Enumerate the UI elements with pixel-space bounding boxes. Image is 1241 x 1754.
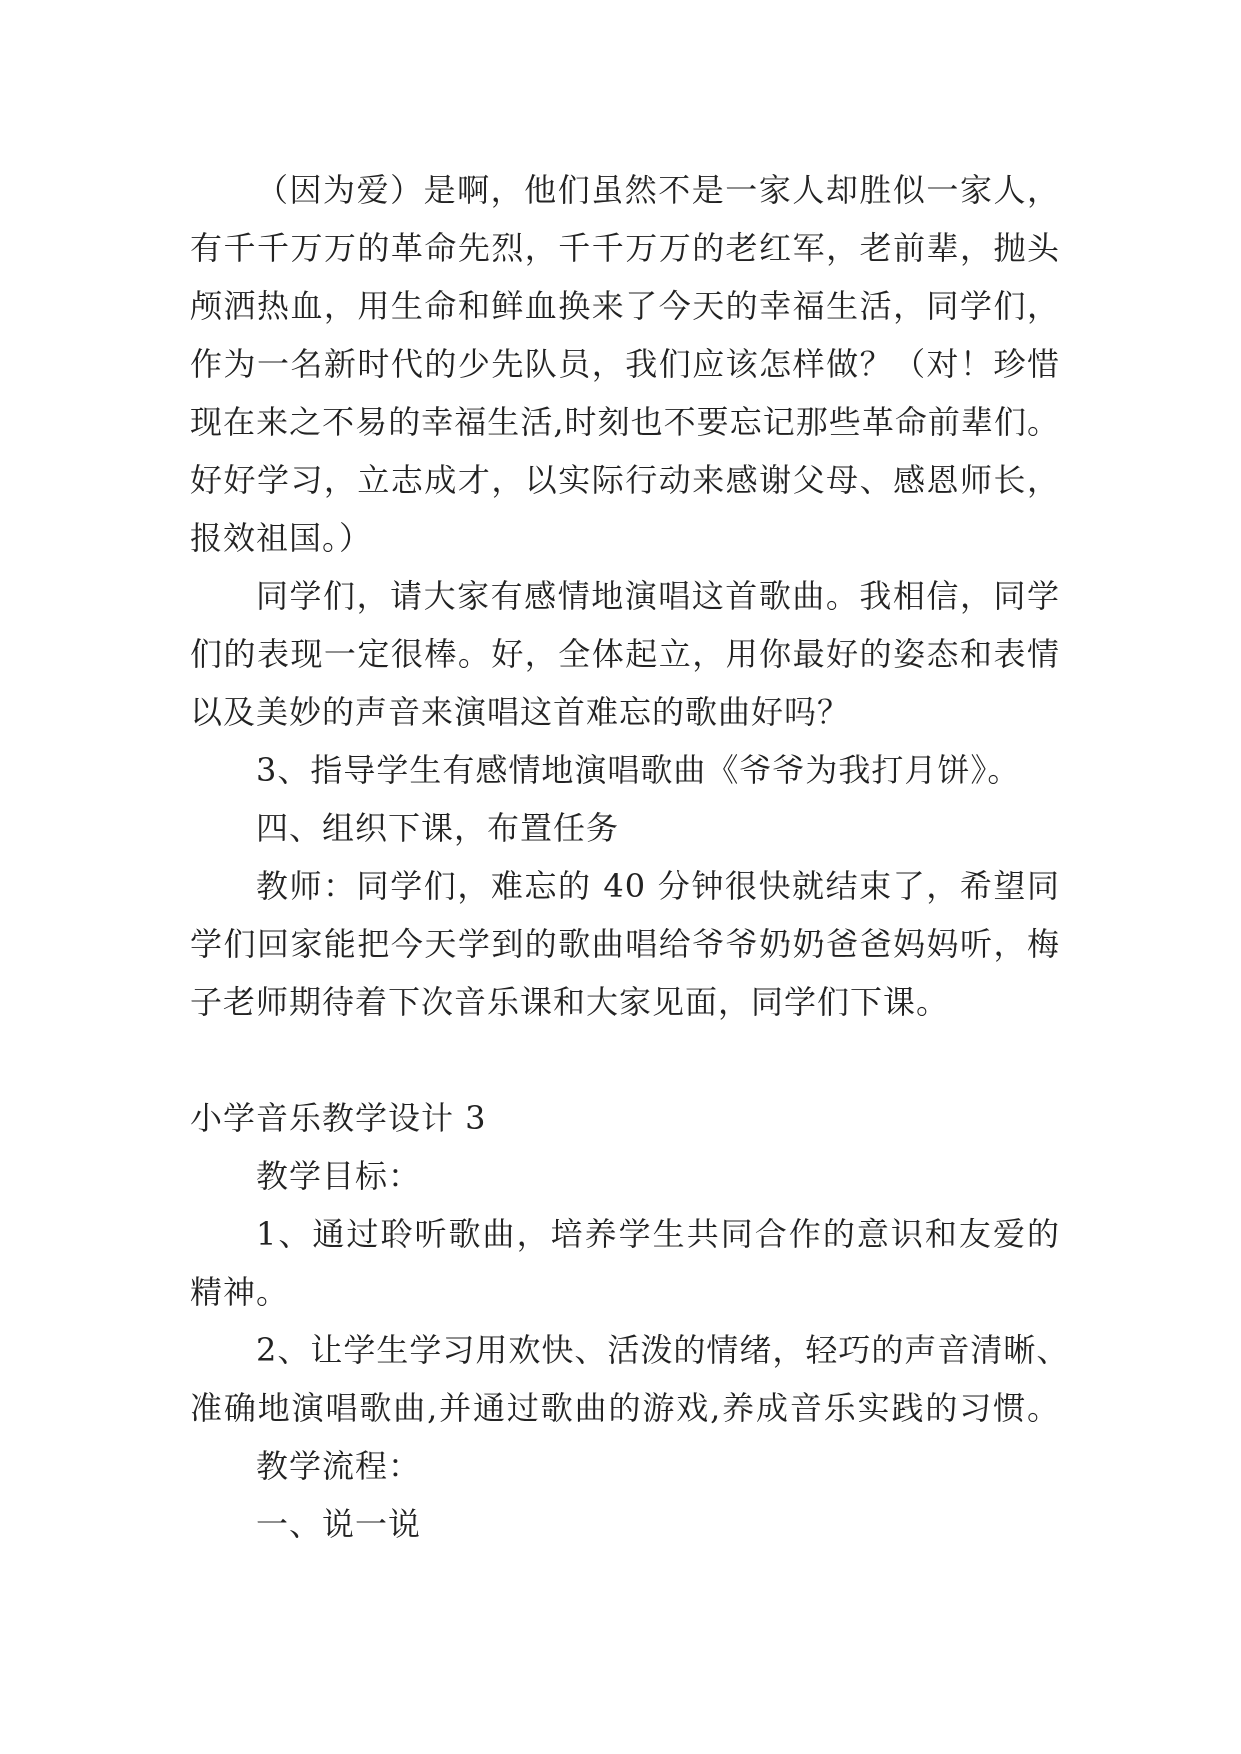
text-line: 教学流程： — [256, 1447, 422, 1485]
paragraph — [190, 161, 1060, 567]
paragraph — [190, 1495, 1060, 1553]
text-line: （因为爱）是啊，他们虽然不是一家人却胜似一家人， — [256, 171, 1060, 209]
text-line: 作为一名新时代的少先队员，我们应该怎样做？（对！珍惜 — [190, 345, 1060, 383]
paragraph — [190, 857, 1060, 1031]
text-line: 报效祖国。） — [190, 519, 373, 557]
text-line: 颅洒热血，用生命和鲜血换来了今天的幸福生活，同学们， — [190, 287, 1060, 325]
text-line: 以及美妙的声音来演唱这首难忘的歌曲好吗？ — [190, 693, 851, 731]
text-line: 们的表现一定很棒。好，全体起立，用你最好的姿态和表情 — [190, 635, 1060, 673]
text-line: 1、通过聆听歌曲，培养学生共同合作的意识和友爱的 — [256, 1215, 1060, 1253]
text-line: 学们回家能把今天学到的歌曲唱给爷爷奶奶爸爸妈妈听，梅 — [190, 925, 1060, 963]
paragraph — [190, 1321, 1070, 1437]
text-line: 一、说一说 — [256, 1505, 422, 1543]
document-body — [190, 161, 1070, 1553]
text-line: 精神。 — [190, 1273, 290, 1311]
section-heading: 小学音乐教学设计 3 — [190, 1099, 487, 1137]
text-line: 有千千万万的革命先烈，千千万万的老红军，老前辈，抛头 — [190, 229, 1060, 267]
paragraph — [190, 799, 1060, 857]
text-line: 现在来之不易的幸福生活,时刻也不要忘记那些革命前辈们。 — [190, 403, 1060, 441]
text-line: 四、组织下课，布置任务 — [256, 809, 620, 847]
paragraph — [190, 567, 1060, 741]
paragraph — [190, 1205, 1060, 1321]
text-line: 准确地演唱歌曲,并通过歌曲的游戏,养成音乐实践的习惯。 — [190, 1389, 1060, 1427]
blank-line — [190, 1031, 1060, 1089]
paragraph — [190, 741, 1060, 799]
text-line: 3、指导学生有感情地演唱歌曲《爷爷为我打月饼》。 — [256, 751, 1021, 789]
text-line: 同学们，请大家有感情地演唱这首歌曲。我相信，同学 — [256, 577, 1060, 615]
text-line: 好好学习，立志成才，以实际行动来感谢父母、感恩师长， — [190, 461, 1060, 499]
text-line: 教师：同学们，难忘的 40 分钟很快就结束了，希望同 — [256, 867, 1060, 905]
text-line: 教学目标： — [256, 1157, 422, 1195]
paragraph — [190, 1437, 1060, 1495]
paragraph — [190, 1147, 1060, 1205]
text-line: 子老师期待着下次音乐课和大家见面，同学们下课。 — [190, 983, 950, 1021]
text-line: 2、让学生学习用欢快、活泼的情绪，轻巧的声音清晰、 — [256, 1331, 1070, 1369]
